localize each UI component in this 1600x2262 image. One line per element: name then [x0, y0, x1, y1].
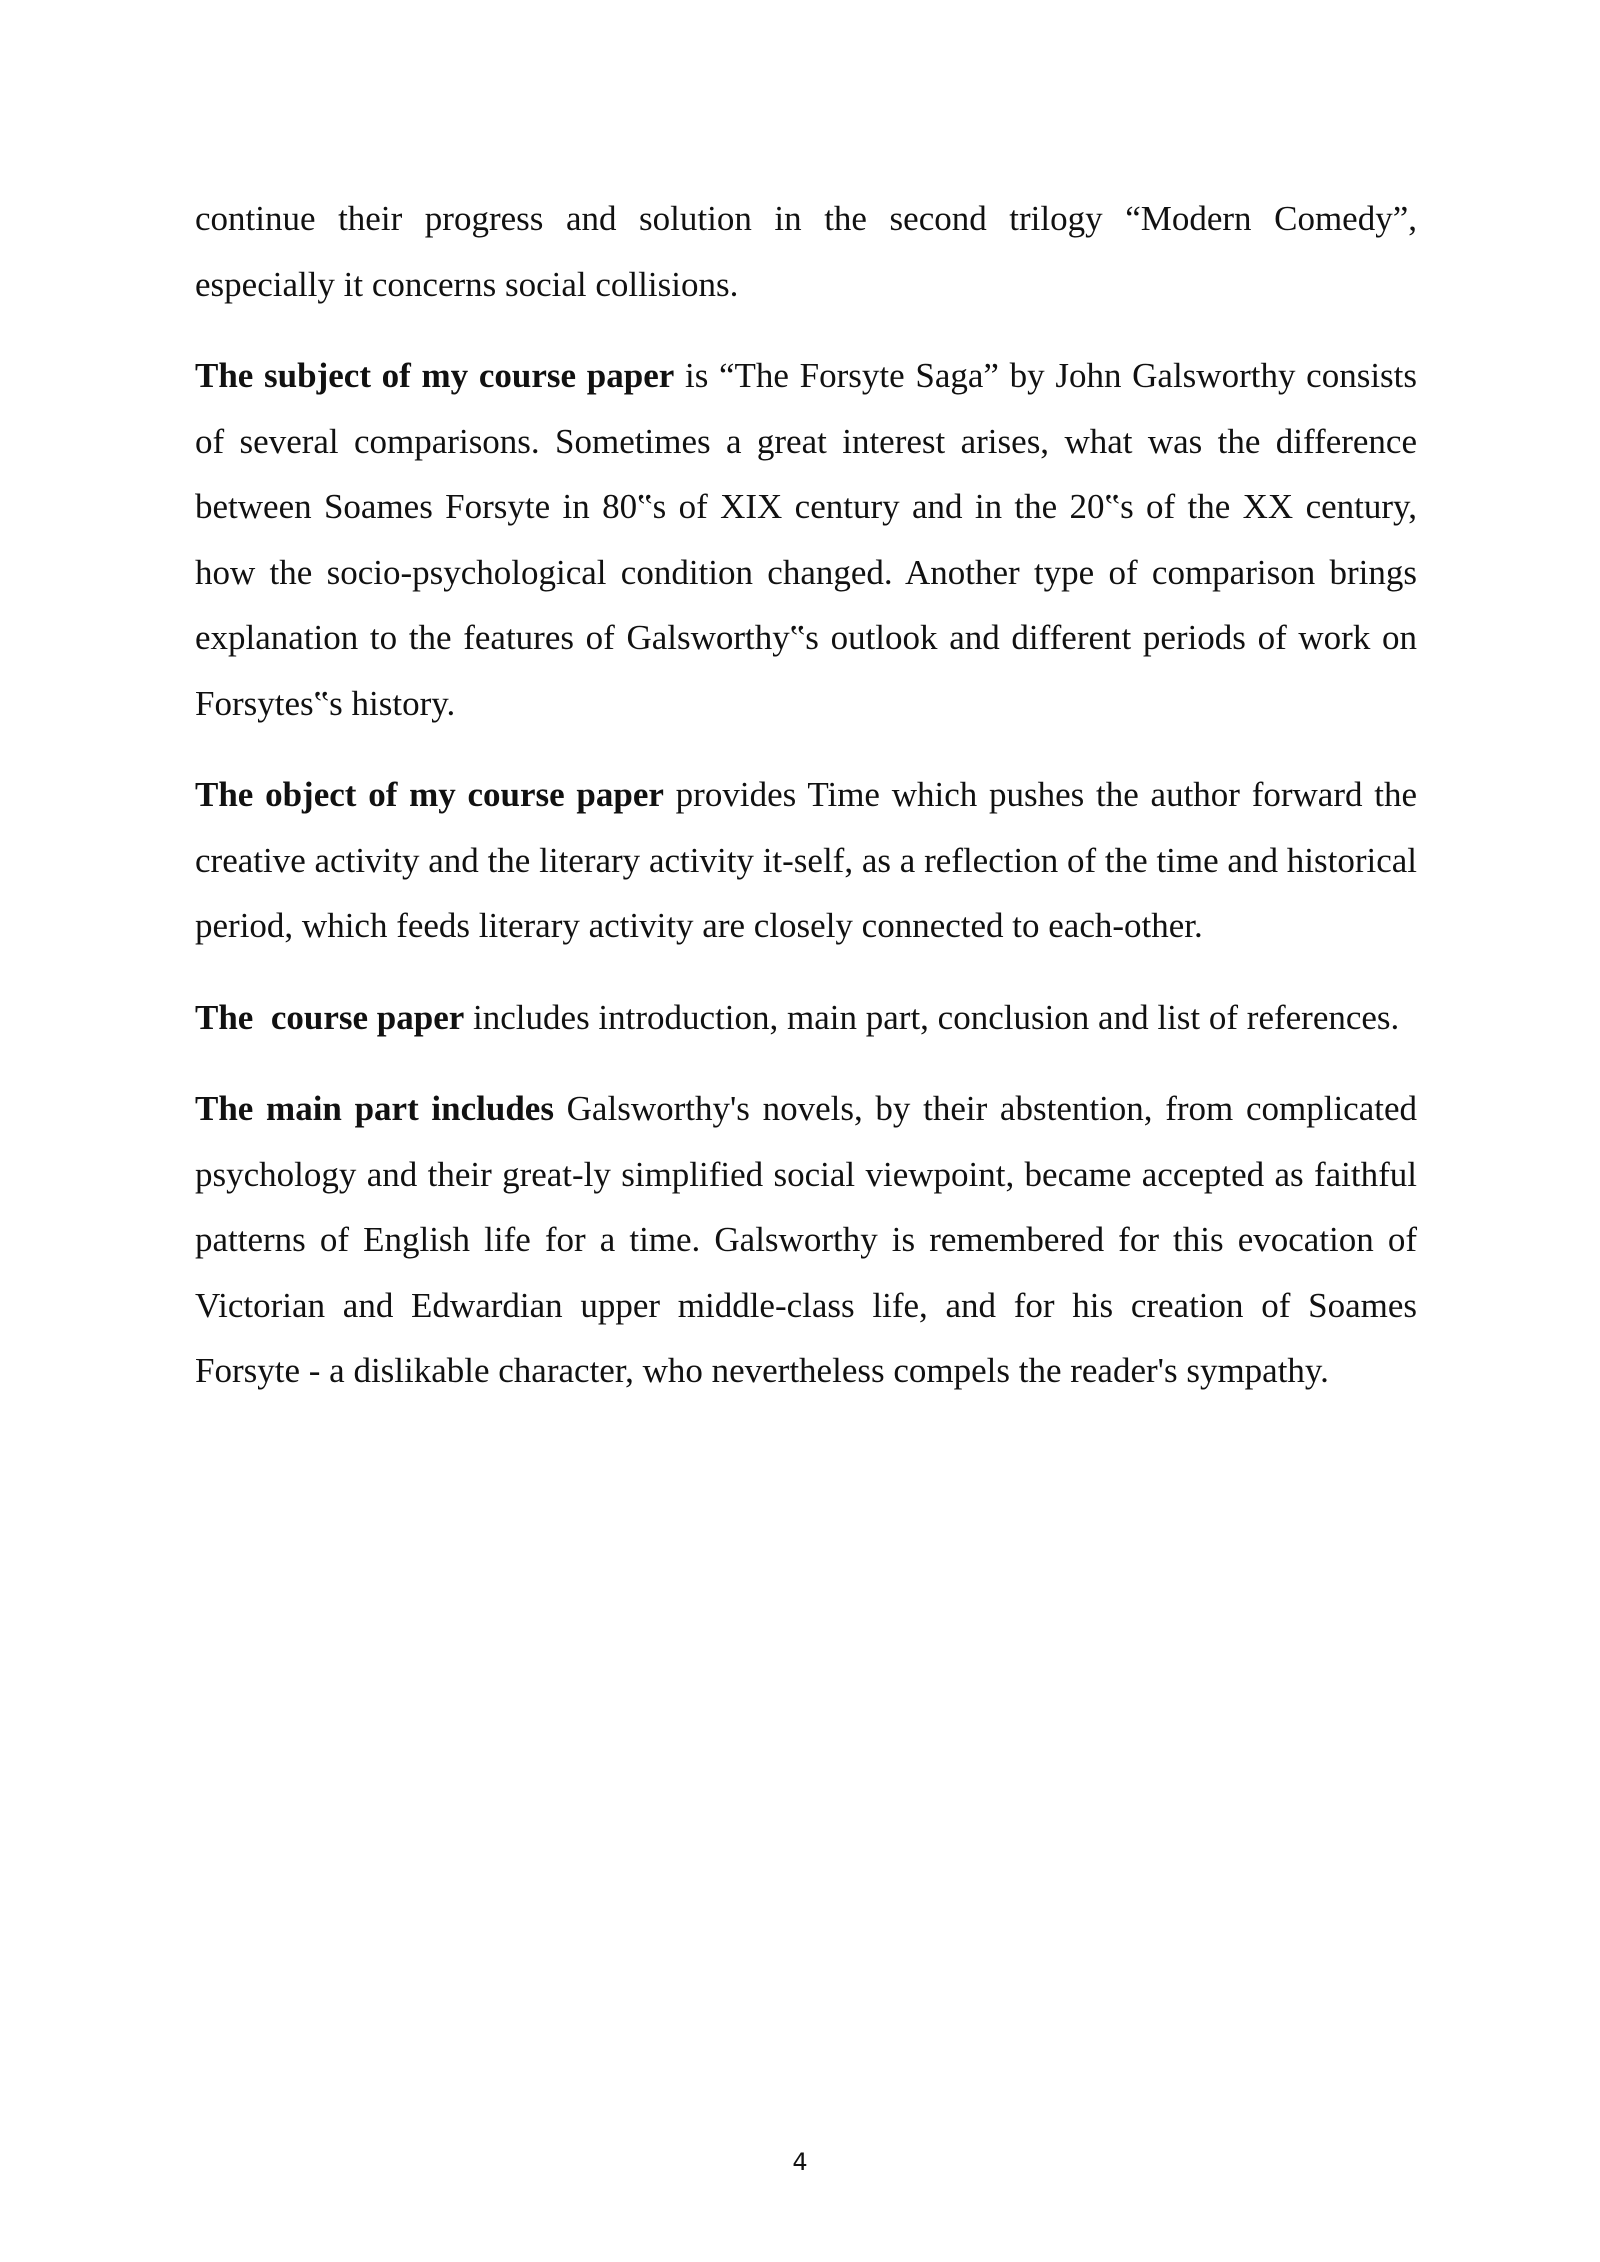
paragraph-structure [195, 985, 1417, 1051]
paragraph-lead: The subject of my course paper [195, 356, 675, 395]
paragraph-text: includes introduction, main part, conclusion and list of references. [464, 997, 1400, 1037]
paragraph-lead: The object of my course paper [195, 775, 664, 814]
paragraph-subject [195, 343, 1417, 736]
paragraph-object [195, 762, 1417, 959]
page-number: 4 [792, 2148, 808, 2176]
paragraph-text: is “The Forsyte Saga” by John Galsworthy consists of several comparisons. Sometimes a great interest arises, what was the difference between Soames Forsyte in 80‟s of XIX century and in the 20‟s of the XX century, how the socio-psychological condition changed. Another type of comparison brings explanation to the features of Galsworthy‟s outlook and different periods of work on Forsytes‟s history. [195, 356, 1418, 723]
paragraph-text: Galsworthy's novels, by their abstention, from complicated psychology and their great-ly simplified social viewpoint, became accepted as faithful patterns of English life for a time. Galsworthy is remembered for this evocation of Victorian and Edwardian upper middle-class life, and for his creation of Soames Forsyte - a dislikable character, who nevertheless compels the reader's sympathy. [195, 1089, 1418, 1390]
paragraph-text: continue their progress and solution in the second trilogy “Modern Comedy”, especially it concerns social collisions. [195, 199, 1417, 304]
paragraph-continuation [195, 186, 1417, 317]
paragraph-lead: The main part includes [195, 1089, 554, 1128]
body-text [195, 186, 1417, 1404]
paragraph-lead: The course paper [195, 997, 465, 1037]
paragraph-main-part [195, 1076, 1417, 1404]
paragraph-text: provides Time which pushes the author forward the creative activity and the literary activity it-self, as a reflection of the time and historical period, which feeds literary activity are closely connected to each-other. [195, 775, 1417, 945]
